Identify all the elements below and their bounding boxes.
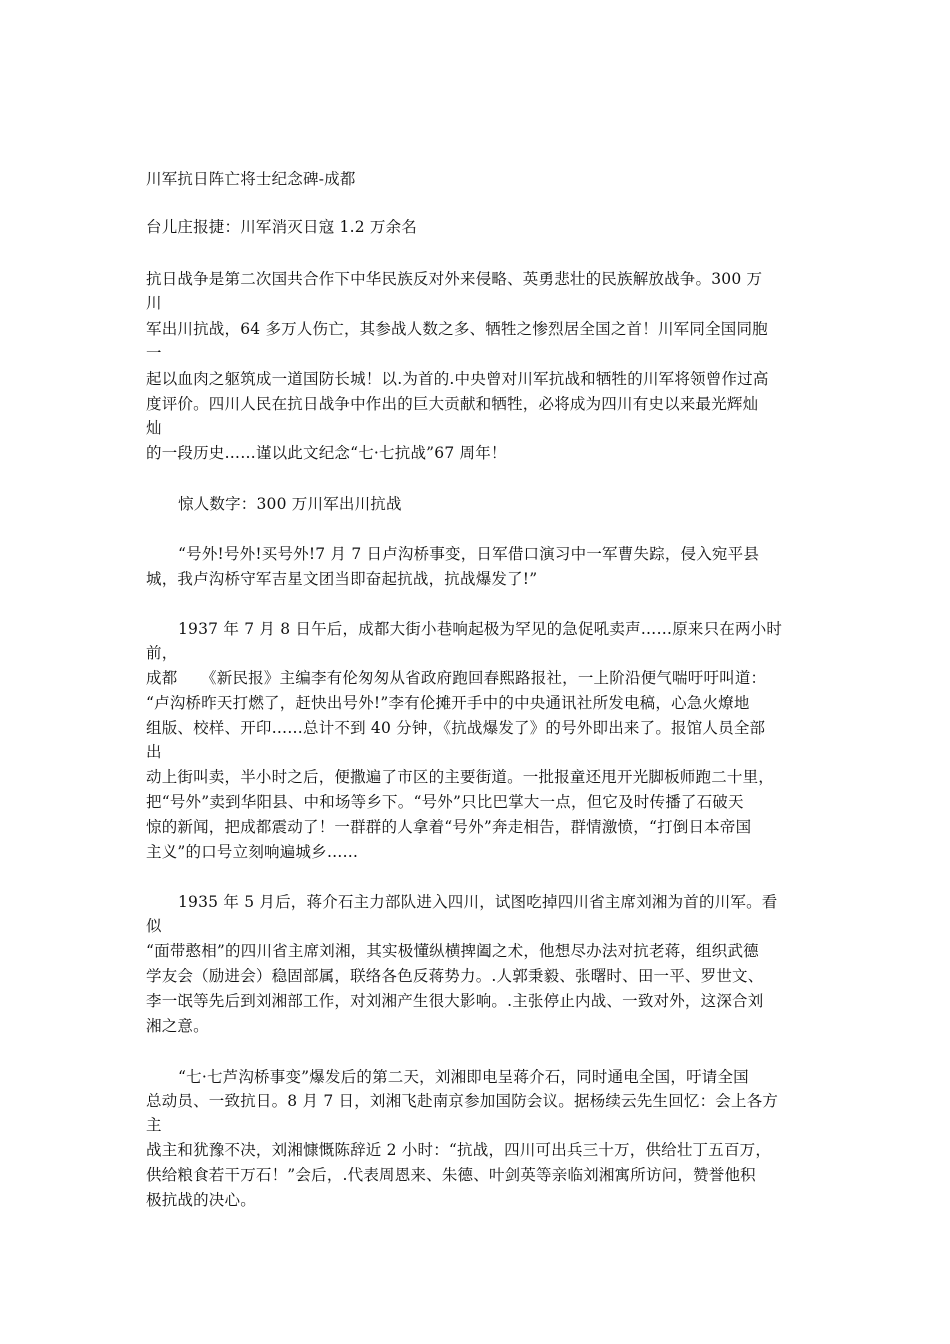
paragraph-line: 动上街叫卖，半小时之后，便撒遍了市区的主要街道。一批报童还甩开光脚板师跑二十里， <box>146 768 775 786</box>
intro-line: 抗日战争是第二次国共合作下中华民族反对外来侵略、英勇悲壮的民族解放战争。300 万 <box>146 270 763 288</box>
paragraph-line: 主 <box>146 1116 162 1134</box>
intro-line: 川 <box>146 294 162 312</box>
paragraph-line: 似 <box>146 917 162 935</box>
paragraph-line: 成都 《新民报》主编李有伦匆匆从省政府跑回春熙路报社，一上阶沿便气喘吁吁叫道： <box>146 669 767 687</box>
paragraph-line: 供给粮食若干万石！”会后，.代表周恩来、朱德、叶剑英等亲临刘湘寓所访问，赞誉他积 <box>146 1166 756 1184</box>
paragraph-line: 把“号外”卖到华阳县、中和场等乡下。“号外”只比巴掌大一点，但它及时传播了石破天 <box>146 793 744 811</box>
paragraph-line: 李一氓等先后到刘湘部工作，对刘湘产生很大影响。.主张停止内战、一致对外，这深合刘 <box>146 992 764 1010</box>
paragraph-line: 学友会（励进会）稳固部属，联络各色反蒋势力。.人郭秉毅、张曙时、田一平、罗世文、 <box>146 967 764 985</box>
intro-line: 的一段历史……谨以此文纪念“七·七抗战”67 周年！ <box>146 444 507 462</box>
paragraph-line: “号外!号外!买号外!7 月 7 日卢沟桥事变，日军借口演习中一军曹失踪，侵入宛平县 <box>178 545 760 563</box>
paragraph-line: 极抗战的决心。 <box>146 1191 256 1209</box>
paragraph-line: 组版、校样、开印……总计不到 40 分钟，《抗战爆发了》的号外即出来了。报馆人员全部 <box>146 719 766 737</box>
paragraph-line: 1935 年 5 月后，蒋介石主力部队进入四川，试图吃掉四川省主席刘湘为首的川军。看 <box>178 893 778 911</box>
paragraph-line: 1937 年 7 月 8 日午后，成都大街小巷响起极为罕见的急促吼卖声……原来只在两小时 <box>178 620 783 638</box>
paragraph-line: “七·七芦沟桥事变”爆发后的第二天，刘湘即电呈蒋介石，同时通电全国，吁请全国 <box>178 1068 749 1086</box>
paragraph-line: 惊的新闻，把成都震动了！一群群的人拿着“号外”奔走相告，群情激愤，“打倒日本帝国 <box>146 818 752 836</box>
paragraph-line: 总动员、一致抗日。8 月 7 日，刘湘飞赴南京参加国防会议。据杨续云先生回忆：会上各方 <box>146 1092 779 1110</box>
document-title: 川军抗日阵亡将士纪念碑-成都 <box>146 170 356 188</box>
paragraph-line: 战主和犹豫不决，刘湘慷慨陈辞近 2 小时：“抗战，四川可出兵三十万，供给壮丁五百万， <box>146 1141 772 1159</box>
intro-line: 起以血肉之躯筑成一道国防长城！以.为首的.中央曾对川军抗战和牺牲的川军将领曾作过高 <box>146 370 769 388</box>
document-subtitle: 台儿庄报捷：川军消灭日寇 1.2 万余名 <box>146 218 418 236</box>
intro-line: 灿 <box>146 419 162 437</box>
paragraph-line: 湘之意。 <box>146 1017 209 1035</box>
paragraph-line: “卢沟桥昨天打燃了，赶快出号外!”李有伦摊开手中的中央通讯社所发电稿，心急火燎地 <box>146 694 750 712</box>
paragraph-line: 前， <box>146 644 178 662</box>
paragraph-line: 城，我卢沟桥守军吉星文团当即奋起抗战，抗战爆发了!” <box>146 570 538 588</box>
intro-line: 一 <box>146 344 162 362</box>
paragraph-line: 出 <box>146 743 162 761</box>
intro-line: 军出川抗战，64 多万人伤亡，其参战人数之多、牺牲之惨烈居全国之首！川军同全国同胞 <box>146 320 768 338</box>
section-heading: 惊人数字：300 万川军出川抗战 <box>178 495 402 513</box>
paragraph-line: “面带憨相”的四川省主席刘湘，其实极懂纵横捭阖之术，他想尽办法对抗老蒋，组织武德 <box>146 942 759 960</box>
paragraph-line: 主义”的口号立刻响遍城乡…… <box>146 843 359 861</box>
intro-line: 度评价。四川人民在抗日战争中作出的巨大贡献和牺牲，必将成为四川有史以来最光辉灿 <box>146 395 759 413</box>
